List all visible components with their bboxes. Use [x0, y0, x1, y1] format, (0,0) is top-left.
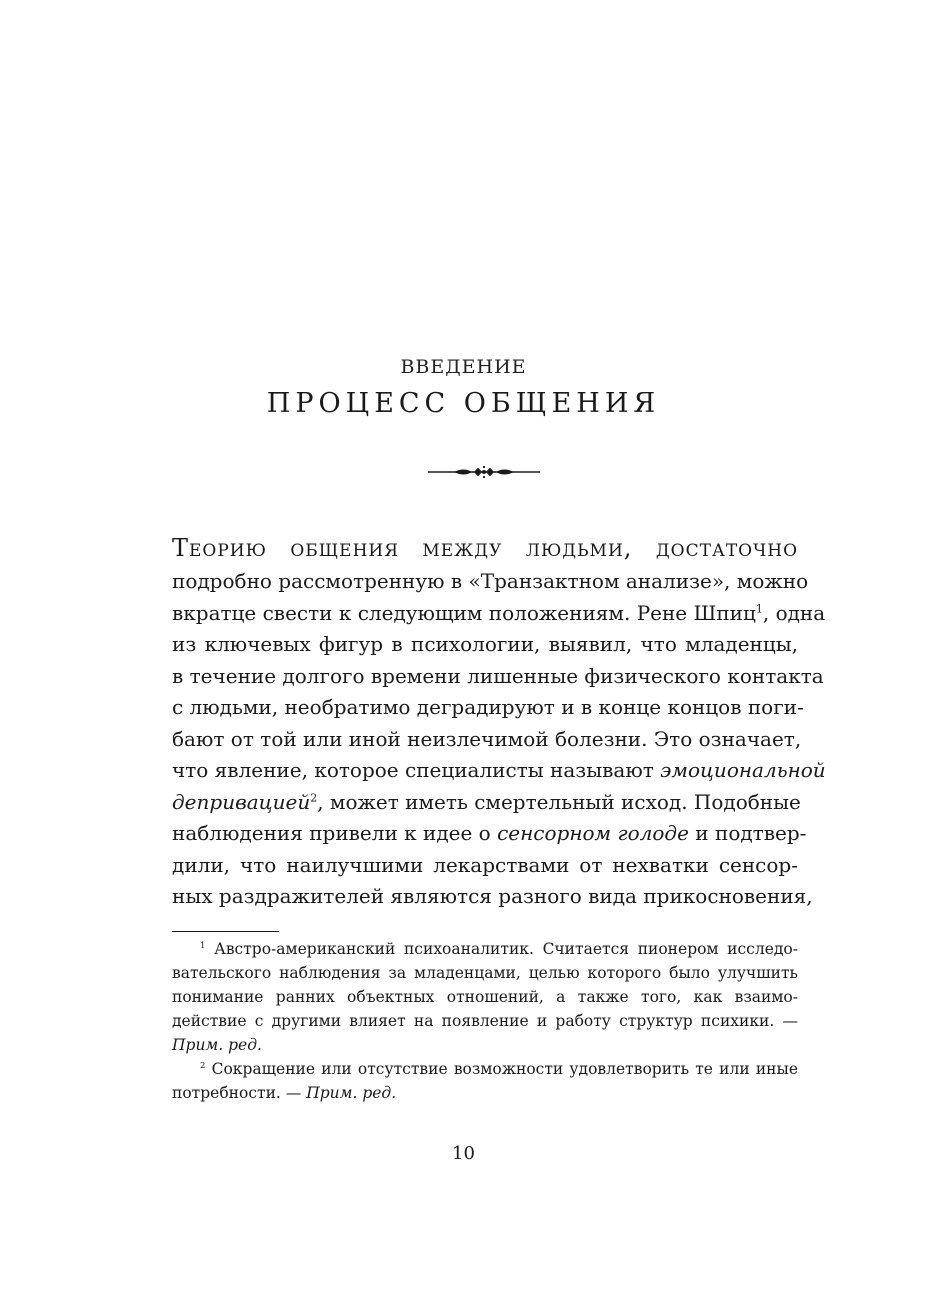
text-line — [172, 787, 801, 819]
footnote-ref-1[interactable]: 1 — [755, 601, 763, 615]
text-line: бают от той или иной неизлечимой болезни. Это означает, — [172, 726, 802, 751]
footnotes — [172, 937, 798, 1105]
editor-note: Прим. ред. — [306, 1084, 397, 1102]
chapter-label: ВВЕДЕНИЕ — [400, 356, 527, 378]
text-line: из ключевых фигур в психологии, выявил, что младенцы, — [172, 632, 798, 656]
page-number: 10 — [452, 1143, 475, 1164]
footnote-ref-2[interactable]: 2 — [310, 790, 318, 804]
text-line — [172, 755, 826, 787]
text-run: Австро-американский психоаналитик. Считается пионером исследо- — [205, 940, 798, 958]
footnote-line: понимание ранних объектных отношений, а также того, как взаимо- — [172, 988, 798, 1006]
ornament-divider-icon — [426, 462, 542, 482]
footnote-line — [172, 937, 798, 961]
footnote-mark-2: 2 — [200, 1060, 206, 1071]
text-line — [172, 530, 798, 566]
text-run: вкратце свести к следующим положениям. Рене Шпиц — [172, 600, 756, 625]
chapter-title: ПРОЦЕСС ОБЩЕНИЯ — [266, 388, 661, 419]
text-line: дили, что наилучшими лекарствами от нехватки сенсор- — [172, 852, 798, 877]
text-line: с людьми, необратимо деградируют и в конце концов поги- — [172, 695, 804, 719]
italic-term: эмоциональной — [660, 758, 826, 782]
text-run: что явление, которое специалисты называют — [172, 758, 661, 782]
text-run: , может иметь смертельный исход. Подобные — [317, 789, 801, 814]
footnote-line: действие с другими влияет на появление и работу структур психики. — — [172, 1012, 798, 1030]
text-run: Сокращение или отсутствие возможности удовлетворить те или иные — [205, 1060, 798, 1078]
footnote-line — [172, 1033, 798, 1057]
lead-in-text: Теорию общения между людьми, достаточно — [172, 534, 798, 562]
editor-note: Прим. ред. — [172, 1036, 262, 1054]
footnote-line: вательского наблюдения за младенцами, целью которого было улучшить — [172, 964, 798, 982]
body-paragraph — [172, 530, 826, 913]
text-line: подробно рассмотренную в «Транзактном анализе», можно — [172, 569, 809, 593]
footnote-rule — [172, 931, 279, 932]
footnote-line — [172, 1081, 798, 1105]
italic-term: депривацией — [172, 789, 311, 814]
text-line — [172, 598, 826, 630]
footnote-line — [172, 1057, 798, 1081]
italic-term: сенсорном голоде — [497, 821, 689, 845]
text-run: наблюдения привели к идее о — [172, 821, 498, 845]
text-line — [172, 818, 807, 850]
footnote-mark-1: 1 — [200, 940, 206, 951]
text-run: потребности. — — [172, 1084, 307, 1102]
text-line: ных раздражителей являются разного вида прикосновения, — [172, 884, 813, 908]
text-run: , одна — [762, 600, 826, 625]
text-line: в течение долгого времени лишенные физического контакта — [172, 663, 824, 688]
text-run: и подтвер- — [688, 821, 807, 845]
